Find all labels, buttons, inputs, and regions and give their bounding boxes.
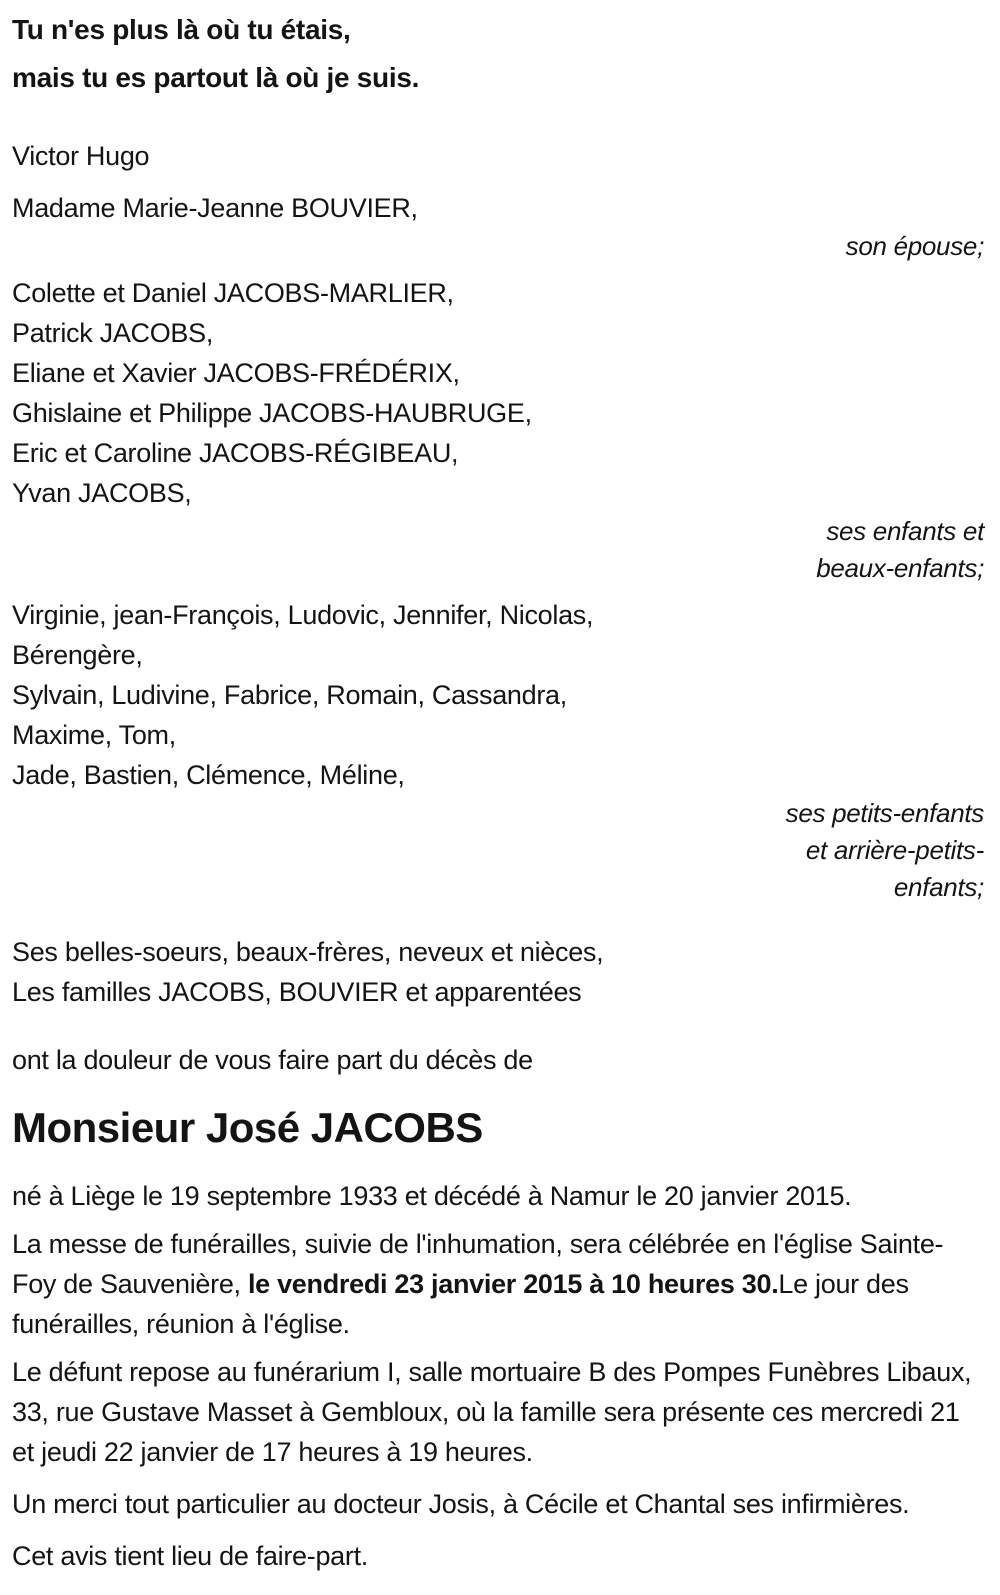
children-relation-line: ses enfants et [826,516,984,546]
children-name-line: Ghislaine et Philippe JACOBS-HAUBRUGE, [12,398,532,428]
ceremony-datetime-bold: le vendredi 23 janvier 2015 à 10 heures 30. [247,1269,779,1299]
spouse-name: Madame Marie-Jeanne BOUVIER, [12,193,418,223]
children-relation-line: beaux-enfants; [816,553,984,583]
ceremony-paragraph [12,1224,986,1344]
grandchildren-relation-line: ses petits-enfants [785,798,984,828]
children-name-line: Eliane et Xavier JACOBS-FRÉDÉRIX, [12,358,460,388]
grandchildren-name-line: Jade, Bastien, Clémence, Méline, [12,760,405,790]
memorial-quote-line-1: Tu n'es plus là où tu étais, [12,14,351,45]
thanks-paragraph: Un merci tout particulier au docteur Josis, à Cécile et Chantal ses infirmières. [12,1489,910,1519]
grandchildren-relation-label [12,795,986,906]
spouse-section [12,188,986,265]
deceased-name-heading: Monsieur José JACOBS [12,1104,483,1151]
grandchildren-name-line: Bérengère, [12,640,143,670]
other-family-section [12,932,986,1012]
repose-paragraph: Le défunt repose au funérarium I, salle mortuaire B des Pompes Funèbres Libaux, 33, rue Gustave Masset à Gembloux, où la famille sera présente ces mercredi 21 et jeudi 22 janvier de 17 heures à 19 heures. [12,1357,972,1467]
ceremony-text-before: La messe de funérailles, suivie de l'inhumation, sera célébrée en l'église Sainte-Foy de Sauvenière, [12,1229,944,1299]
children-section [12,273,986,587]
announcement-intro: ont la douleur de vous faire part du décès de [12,1045,533,1075]
children-name-line: Colette et Daniel JACOBS-MARLIER, [12,278,454,308]
grandchildren-name-line: Sylvain, Ludivine, Fabrice, Romain, Cassandra, [12,680,567,710]
children-name-line: Patrick JACOBS, [12,318,214,348]
children-name-line: Yvan JACOBS, [12,478,192,508]
children-relation-label [12,513,986,587]
children-name-line: Eric et Caroline JACOBS-RÉGIBEAU, [12,438,459,468]
memorial-quote-line-2: mais tu es partout là où je suis. [12,62,420,93]
life-dates: né à Liège le 19 septembre 1933 et décédé à Namur le 20 janvier 2015. [12,1181,852,1211]
spouse-relation-label: son épouse; [845,231,984,261]
memorial-quote [12,6,986,102]
grandchildren-name-line: Virginie, jean-François, Ludovic, Jennifer, Nicolas, [12,600,594,630]
grandchildren-section [12,595,986,906]
other-family-line: Ses belles-soeurs, beaux-frères, neveux et nièces, [12,937,604,967]
quote-author: Victor Hugo [12,141,150,171]
other-family-line: Les familles JACOBS, BOUVIER et apparentées [12,977,582,1007]
grandchildren-relation-line: enfants; [893,872,984,902]
grandchildren-relation-line: et arrière-petits- [805,835,984,865]
grandchildren-name-line: Maxime, Tom, [12,720,176,750]
closing-notice: Cet avis tient lieu de faire-part. [12,1541,368,1571]
ceremony-text-after: Le jour des funérailles, réunion à l'église. [12,1269,909,1339]
